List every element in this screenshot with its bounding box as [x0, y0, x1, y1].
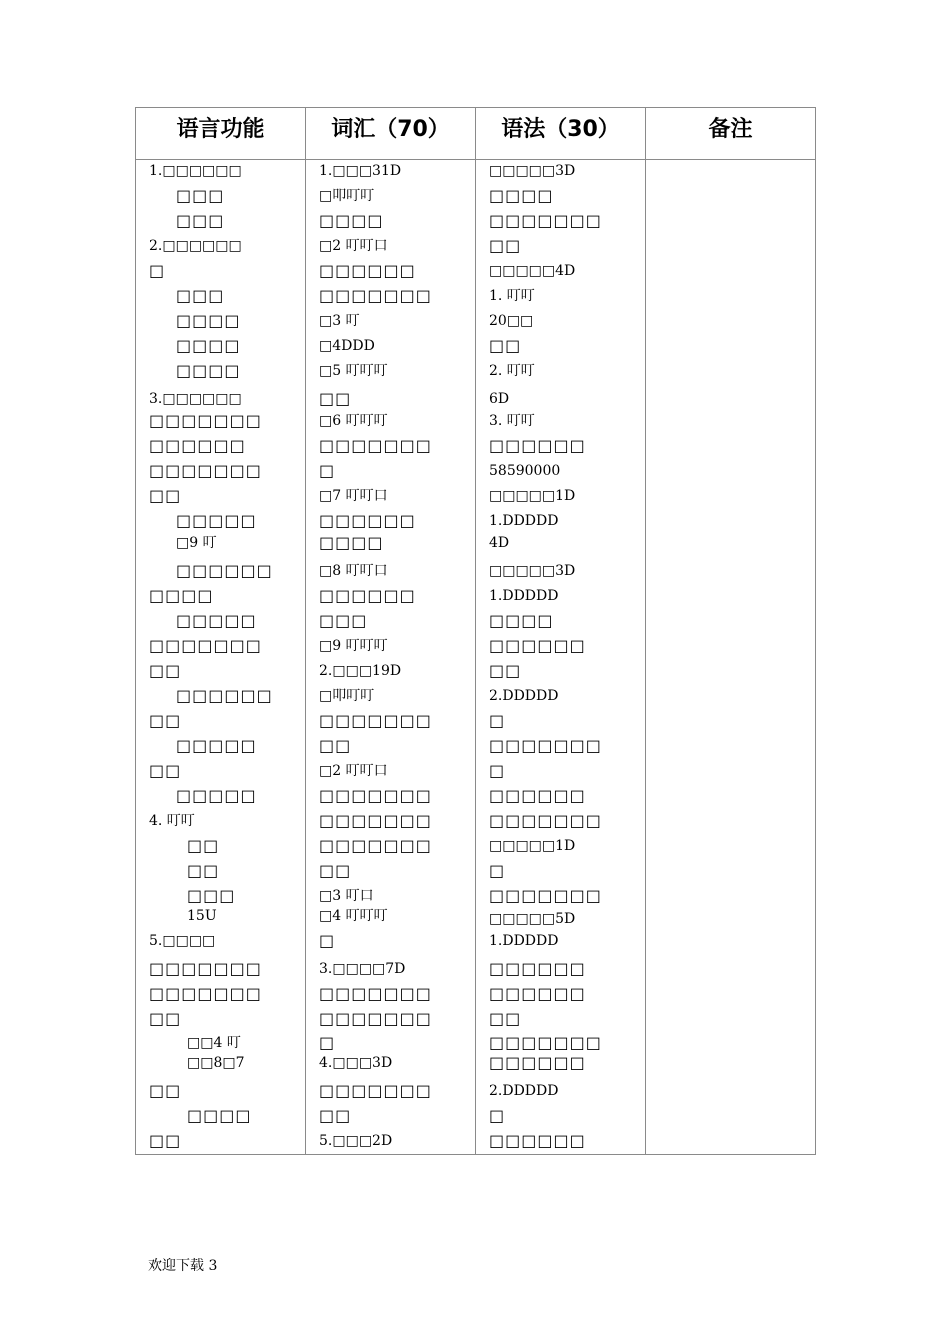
col1-line: □□	[187, 836, 220, 855]
col3-line: 1. 叮叮	[489, 288, 535, 304]
col3-line: □□□□□□	[489, 1131, 586, 1150]
col2-line: □□□□□□□	[319, 1009, 432, 1028]
col3-line: 1.DDDDD	[489, 588, 559, 604]
col1-line: □□□□□	[176, 786, 257, 805]
col1-line: □□	[149, 711, 182, 730]
col3-line: □□□□□3D	[489, 563, 576, 579]
col1-line: □□□□□□□	[149, 461, 262, 480]
col3-line: 1.DDDDD	[489, 513, 559, 529]
col3-line: 2.DDDDD	[489, 1083, 559, 1099]
col1-line: 1.□□□□□□	[149, 163, 242, 179]
col1-line: □□	[149, 761, 182, 780]
col3-line: 2. 叮叮	[489, 363, 535, 379]
col1-line: 5.□□□□	[149, 933, 216, 949]
col3-line: □□□□□1D	[489, 488, 576, 504]
col2-line: □叩叮叮	[319, 688, 375, 704]
col2-line: 2.□□□19D	[319, 663, 402, 679]
col3-line: □□	[489, 236, 522, 255]
col2-line: □叩叮叮	[319, 188, 375, 204]
col3-line: □□□□□4D	[489, 263, 576, 279]
col3-line: □	[489, 1106, 506, 1125]
col1-line: □□	[187, 861, 220, 880]
col2-line: □	[319, 1033, 336, 1052]
col3-line: 20□□	[489, 313, 534, 329]
col3-line: □□□□□□□	[489, 211, 602, 230]
col2-line: 3.□□□□7D	[319, 961, 406, 977]
col2-line: □2 叮叮口	[319, 763, 388, 779]
col2-line: 1.□□□31D	[319, 163, 402, 179]
col1-line: □□□□	[187, 1106, 252, 1125]
col2-line: □□□□□□	[319, 511, 416, 530]
col1-line: □□□□□□	[176, 561, 273, 580]
col1-line: 4. 叮叮	[149, 813, 195, 829]
col1-line: 2.□□□□□□	[149, 238, 242, 254]
col2-line: □□□□□□□	[319, 711, 432, 730]
col3-line: □□□□□□	[489, 984, 586, 1003]
page-footer: 欢迎下载 3	[148, 1258, 218, 1274]
col2-line: □6 叮叮叮	[319, 413, 388, 429]
col1-line: □□□	[176, 286, 225, 305]
col3-line: 1.DDDDD	[489, 933, 559, 949]
col2-line: □□	[319, 1106, 352, 1125]
col3-line: □□□□□□□	[489, 1033, 602, 1052]
column-divider	[305, 108, 306, 1154]
col1-line: □□□□□□	[149, 436, 246, 455]
col1-line: □□□□□	[176, 611, 257, 630]
column-divider	[475, 108, 476, 1154]
col1-line: □□	[149, 1081, 182, 1100]
col3-line: □□□□□□	[489, 786, 586, 805]
col3-line: □	[489, 761, 506, 780]
col2-line: □9 叮叮叮	[319, 638, 388, 654]
col2-line: 4.□□□3D	[319, 1055, 393, 1071]
col2-line: □4DDD	[319, 338, 375, 354]
col1-line: □□□□□□	[176, 686, 273, 705]
col3-line: □	[489, 711, 506, 730]
col3-line: □□□□□□	[489, 436, 586, 455]
col1-line: □□4 叮	[187, 1035, 241, 1051]
column-divider	[645, 108, 646, 1154]
col1-line: □□□□□□□	[149, 411, 262, 430]
col3-line: 6D	[489, 391, 510, 407]
col2-line: □□□□□□□	[319, 786, 432, 805]
col1-line: □□□□	[176, 336, 241, 355]
col3-line: □□□□□1D	[489, 838, 576, 854]
col1-line: □□8□7	[187, 1055, 245, 1071]
col3-line: 2.DDDDD	[489, 688, 559, 704]
col3-line: 4D	[489, 535, 510, 551]
col1-line: □□	[149, 1131, 182, 1150]
col1-line: □□□□□□□	[149, 984, 262, 1003]
col2-line: □□□	[319, 611, 368, 630]
col1-line: □□□□□	[176, 511, 257, 530]
col3-line: □□□□□5D	[489, 911, 576, 927]
col1-line: □□□	[176, 211, 225, 230]
col2-line: □□□□□□	[319, 261, 416, 280]
header-vocabulary: 词汇（70）	[331, 117, 450, 142]
col2-line: □□	[319, 389, 352, 408]
col1-line: □□□□□□□	[149, 636, 262, 655]
col1-line: □□□□	[149, 586, 214, 605]
col2-line: □□□□□□	[319, 586, 416, 605]
col2-line: □8 叮叮口	[319, 563, 388, 579]
col2-line: □□□□	[319, 211, 384, 230]
col1-line: □□	[149, 661, 182, 680]
col1-line: □□□□□□□	[149, 959, 262, 978]
col2-line: □□□□□□□	[319, 1081, 432, 1100]
col3-line: □□□□□□□	[489, 811, 602, 830]
col2-line: □2 叮叮口	[319, 238, 388, 254]
col3-line: 3. 叮叮	[489, 413, 535, 429]
col2-line: □□□□	[319, 533, 384, 552]
col1-line: □9 叮	[176, 535, 217, 551]
header-remarks: 备注	[708, 117, 753, 142]
col3-line: □	[489, 861, 506, 880]
col1-line: □□□	[187, 886, 236, 905]
col2-line: □□	[319, 861, 352, 880]
col2-line: □7 叮叮口	[319, 488, 388, 504]
col1-line: □□	[149, 1009, 182, 1028]
col2-line: □□□□□□□	[319, 286, 432, 305]
col1-line: □□□	[176, 186, 225, 205]
col2-line: □□□□□□□	[319, 436, 432, 455]
col3-line: □□	[489, 1009, 522, 1028]
curriculum-table	[135, 107, 816, 1155]
col2-line: □3 叮	[319, 313, 360, 329]
col3-line: 58590000	[489, 463, 561, 479]
header-grammar: 语法（30）	[501, 117, 620, 142]
col1-line: □	[149, 261, 166, 280]
col3-line: □□□□□□□	[489, 886, 602, 905]
header-language-function: 语言功能	[176, 117, 265, 142]
col2-line: 5.□□□2D	[319, 1133, 393, 1149]
col2-line: □3 叮口	[319, 888, 374, 904]
col1-line: □□□□	[176, 361, 241, 380]
col2-line: □□	[319, 736, 352, 755]
col3-line: □□□□□□	[489, 959, 586, 978]
col1-line: □□□□□	[176, 736, 257, 755]
col2-line: □□□□□□□	[319, 984, 432, 1003]
col3-line: □□□□	[489, 186, 554, 205]
col3-line: □□□□□3D	[489, 163, 576, 179]
col2-line: □□□□□□□	[319, 836, 432, 855]
col3-line: □□□□	[489, 611, 554, 630]
col1-line: □□□□	[176, 311, 241, 330]
col1-line: 3.□□□□□□	[149, 391, 242, 407]
col1-line: 15U	[187, 908, 217, 924]
col3-line: □□	[489, 336, 522, 355]
col2-line: □□□□□□□	[319, 811, 432, 830]
col2-line: □5 叮叮叮	[319, 363, 388, 379]
col3-line: □□□□□□	[489, 1053, 586, 1072]
col1-line: □□	[149, 486, 182, 505]
col3-line: □□□□□□□	[489, 736, 602, 755]
col3-line: □□□□□□	[489, 636, 586, 655]
col3-line: □□	[489, 661, 522, 680]
col2-line: □	[319, 931, 336, 950]
col2-line: □	[319, 461, 336, 480]
col2-line: □4 叮叮叮	[319, 908, 388, 924]
